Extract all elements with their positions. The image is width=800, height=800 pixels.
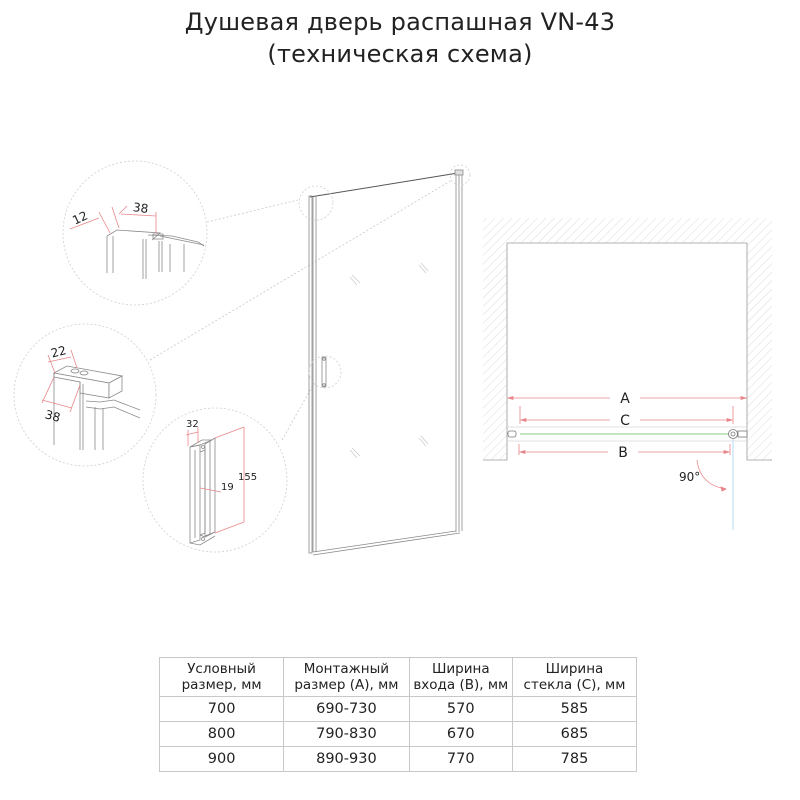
cell-glass: 585	[512, 697, 636, 722]
dim-32: 32	[186, 419, 199, 430]
header-glass-width: Ширина стекла (С), мм	[512, 658, 636, 697]
plan-view	[483, 218, 772, 530]
dim-19: 19	[221, 482, 234, 493]
dim-12: 12	[70, 208, 90, 228]
detail-hinge-block	[14, 324, 156, 466]
spec-table	[159, 657, 637, 772]
cell-mounting: 890-930	[284, 747, 409, 772]
table-row	[160, 697, 637, 722]
dim-label-c: C	[620, 413, 630, 429]
detail-top-profile	[63, 161, 207, 305]
leader-lines	[150, 180, 452, 440]
dim-155: 155	[238, 472, 258, 483]
cell-entry: 670	[409, 722, 512, 747]
title-line-2: (техническая схема)	[267, 40, 533, 68]
header-mounting-size: Монтажный размер (А), мм	[284, 658, 409, 697]
door-perspective	[299, 165, 470, 555]
title-line-1: Душевая дверь распашная VN-43	[184, 8, 616, 36]
cell-mounting: 790-830	[284, 722, 409, 747]
table-row	[160, 747, 637, 772]
table-header-row	[160, 658, 637, 697]
cell-entry: 770	[409, 747, 512, 772]
header-nominal-size: Условный размер, мм	[160, 658, 284, 697]
table-row	[160, 722, 637, 747]
cell-glass: 685	[512, 722, 636, 747]
cell-nominal: 900	[160, 747, 284, 772]
cell-entry: 570	[409, 697, 512, 722]
detail-handle	[143, 408, 287, 552]
cell-nominal: 700	[160, 697, 284, 722]
cell-glass: 785	[512, 747, 636, 772]
dim-38-hinge: 38	[43, 407, 62, 425]
dim-22: 22	[49, 343, 68, 361]
header-entry-width: Ширина входа (В), мм	[409, 658, 512, 697]
dim-label-b: B	[618, 445, 628, 461]
dim-38-top: 38	[132, 200, 150, 217]
swing-angle-label: 90°	[679, 470, 701, 484]
cell-mounting: 690-730	[284, 697, 409, 722]
cell-nominal: 800	[160, 722, 284, 747]
dim-label-a: A	[620, 391, 630, 407]
